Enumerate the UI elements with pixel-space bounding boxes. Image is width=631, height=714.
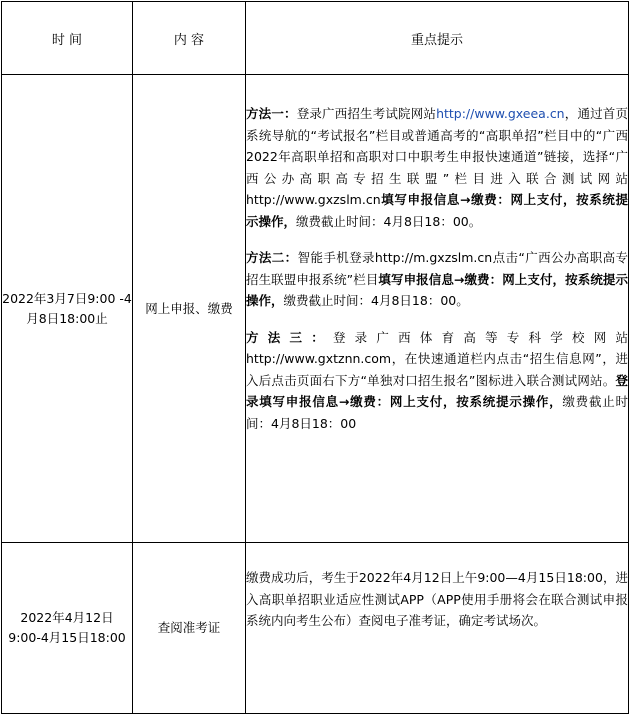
method-three-deadline: 缴费截止时间：4月8日18：00 [246, 394, 628, 431]
header-content: 内 容 [133, 2, 246, 75]
table-row [2, 543, 629, 714]
table-header-row [2, 2, 629, 75]
method-one-text-b: ，通过首页系统导航的“考试报名”栏目或普通高考的“高职单招”栏目中的“广西2022年高职单招和高职对口中职考生申报快速通道”链接，选择“广西公办高职高专招生联盟”栏目进入联合测试网站http://www.gxzslm.cn [246, 106, 628, 207]
method-one [246, 75, 628, 232]
method-three-text-a: 登录广西体育高等专科学校网站http://www.gxtznn.com，在快速通道栏内点击“招生信息网”，进入后点击页面右下方“单独对口招生报名”图标进入联合测试网站。 [246, 329, 628, 388]
method-two-label: 方法二： [246, 250, 298, 265]
content-cell: 网上申报、缴费 [133, 75, 246, 543]
method-two-deadline: 缴费截止时间：4月8日18：00。 [283, 293, 469, 308]
time-cell [2, 543, 133, 714]
method-one-deadline: 缴费截止时间：4月8日18：00。 [296, 213, 482, 229]
time-line-2: 9:00-4月15日18:00 [8, 630, 126, 645]
tips-cell [246, 75, 629, 543]
method-one-text-a: 登录广西招生考试院网站 [296, 106, 437, 121]
header-tips: 重点提示 [246, 2, 629, 75]
content-cell: 查阅准考证 [133, 543, 246, 714]
header-time: 时 间 [2, 2, 133, 75]
table-row [2, 75, 629, 543]
method-three [246, 312, 628, 435]
method-two-bold: 填写申报信息→缴费：网上支付，按系统提示操作， [246, 271, 628, 308]
method-two-text-a: 智能手机登录http://m.gxzslm.cn点击“广西公办高职高专招生联盟申报系统”栏目 [246, 250, 628, 287]
time-line-1: 2022年4月12日 [20, 610, 114, 625]
tips-cell: 缴费成功后，考生于2022年4月12日上午9:00—4月15日18:00，进入高职单招职业适应性测试APP（APP使用手册将会在联合测试申报系统内向考生公布）查阅电子准考证，确定考试场次。 [246, 543, 629, 714]
method-three-bold: 登录填写申报信息→缴费：网上支付，按系统提示操作， [246, 372, 628, 409]
method-one-bold: 填写申报信息→缴费：网上支付，按系统提示操作， [246, 192, 628, 229]
time-cell: 2022年3月7日9:00 -4月8日18:00止 [2, 75, 133, 543]
method-two [246, 232, 628, 312]
gxeea-link[interactable]: http://www.gxeea.cn [436, 106, 565, 121]
method-three-label: 方法三： [246, 329, 333, 345]
method-one-label: 方法一： [246, 106, 297, 121]
schedule-table [1, 1, 629, 714]
